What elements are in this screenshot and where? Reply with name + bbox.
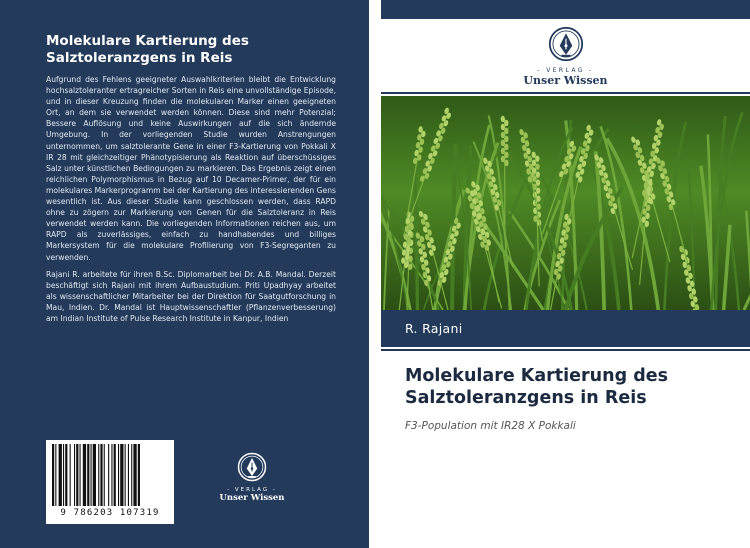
barcode-bar — [80, 444, 81, 506]
barcode-bar — [63, 444, 64, 506]
barcode-bar — [125, 444, 126, 506]
barcode-bar — [108, 444, 109, 506]
barcode-bar — [76, 444, 78, 506]
barcode-bar — [131, 444, 132, 506]
book-subtitle: F3-Population mit IR28 X Pokkali — [405, 420, 576, 432]
pen-nib-seal-icon — [237, 452, 267, 482]
back-cover-title: Molekulare Kartierung des Salztoleranzgens in Reis — [46, 33, 249, 66]
barcode-bar — [114, 444, 116, 506]
back-cover — [0, 0, 369, 548]
publisher-name: Unser Wissen — [219, 493, 285, 503]
book-title: Molekulare Kartierung des Salztoleranzgens in Reis — [405, 366, 669, 408]
author-biography: Rajani R. arbeitete für ihren B.Sc. Diplomarbeit bei Dr. A.B. Mandal. Derzeit beschäftigt sich Rajani mit ihrem Aufbaustudium. Priti Upadhyay arbeitet als wissenschaftlicher Mitarbeiter bei der Direktion für Saatgutforschung in Mau, Indien. Dr. Mandal ist Hauptwissenschaftler (Pflanzenverbesserung) am Indian Institute of Pulse Research Institute in Kanpur, Indien — [46, 270, 336, 324]
barcode-bar — [118, 444, 119, 506]
barcode-bar — [83, 444, 86, 506]
barcode-bar — [98, 444, 99, 506]
barcode-bar — [104, 444, 105, 506]
publisher-name: Unser Wissen — [523, 74, 608, 87]
barcode-bar — [65, 444, 67, 506]
pen-nib-seal-icon — [548, 26, 584, 62]
barcode-bar — [74, 444, 75, 506]
isbn-number: 9 786203 107319 — [60, 508, 160, 518]
front-cover — [381, 0, 750, 548]
barcode-bar — [70, 444, 71, 506]
barcode-bar — [52, 444, 54, 506]
barcode — [46, 440, 174, 524]
barcode-bar — [91, 444, 92, 506]
rice-plants-illustration — [381, 96, 750, 310]
divider-line — [381, 92, 750, 94]
publisher-verlag-label: - VERLAG - — [227, 487, 277, 493]
barcode-bar — [111, 444, 112, 506]
barcode-bar — [128, 444, 129, 506]
barcode-bar — [87, 444, 89, 506]
back-cover-abstract: Aufgrund des Fehlens geeigneter Auswahlkriterien bleibt die Entwicklung hochsalztoleranter ertragreicher Sorten in Reis eine unvollständige Episode, und in dieser Kreuzung finden die molekularen Marker einen geeigneten Ort, an dem sie verwendet werden können. Diese sind mehr Potenzial; Bessere Auflösung und keine Auswirkungen auf die sich ändernde Umgebung. In der vorliegenden Studie wurden Anstrengungen unternommen, um salztolerante Gene in einer F3-Kartierung von Pokkali X IR 28 mit gleichzeitiger Phänotypisierung als Reaktion auf überschüssiges Salz unter künstlichen Bedingungen zu markieren. Das Ergebnis zeigt einen reichlichen Polymorphismus in Bezug auf 10 Decamer-Primer, der für ein molekulares Markerprogramm bei der Kartierung des interessierenden Gens wesentlich ist. Aus dieser Studie kann geschlossen werden, dass RAPD ohne zu zögern zur Markierung von Genen für die Salztoleranz in Reis verwendet werden kann. Die vorliegenden Informationen reichen aus, um RAPD als zuverlässiges, einfach zu handhabendes und billiges Markersystem für die molekulare Profilierung von F3-Segreganten zu verwenden. — [46, 75, 336, 262]
barcode-bar — [100, 444, 102, 506]
author-band — [381, 311, 750, 347]
author-name: R. Rajani — [405, 321, 463, 336]
barcode-icon — [46, 440, 174, 508]
publisher-verlag-label: - VERLAG - — [537, 67, 594, 74]
divider-line — [381, 349, 750, 351]
barcode-bar — [59, 444, 62, 506]
barcode-bar — [93, 444, 96, 506]
rice-field-photo — [381, 96, 750, 310]
spine — [369, 0, 381, 548]
barcode-bar — [133, 444, 136, 506]
barcode-bar — [138, 444, 140, 506]
barcode-bar — [120, 444, 123, 506]
back-publisher-logo — [213, 452, 291, 503]
barcode-bar — [55, 444, 56, 506]
front-publisher-logo — [513, 26, 618, 87]
top-band — [381, 0, 750, 19]
